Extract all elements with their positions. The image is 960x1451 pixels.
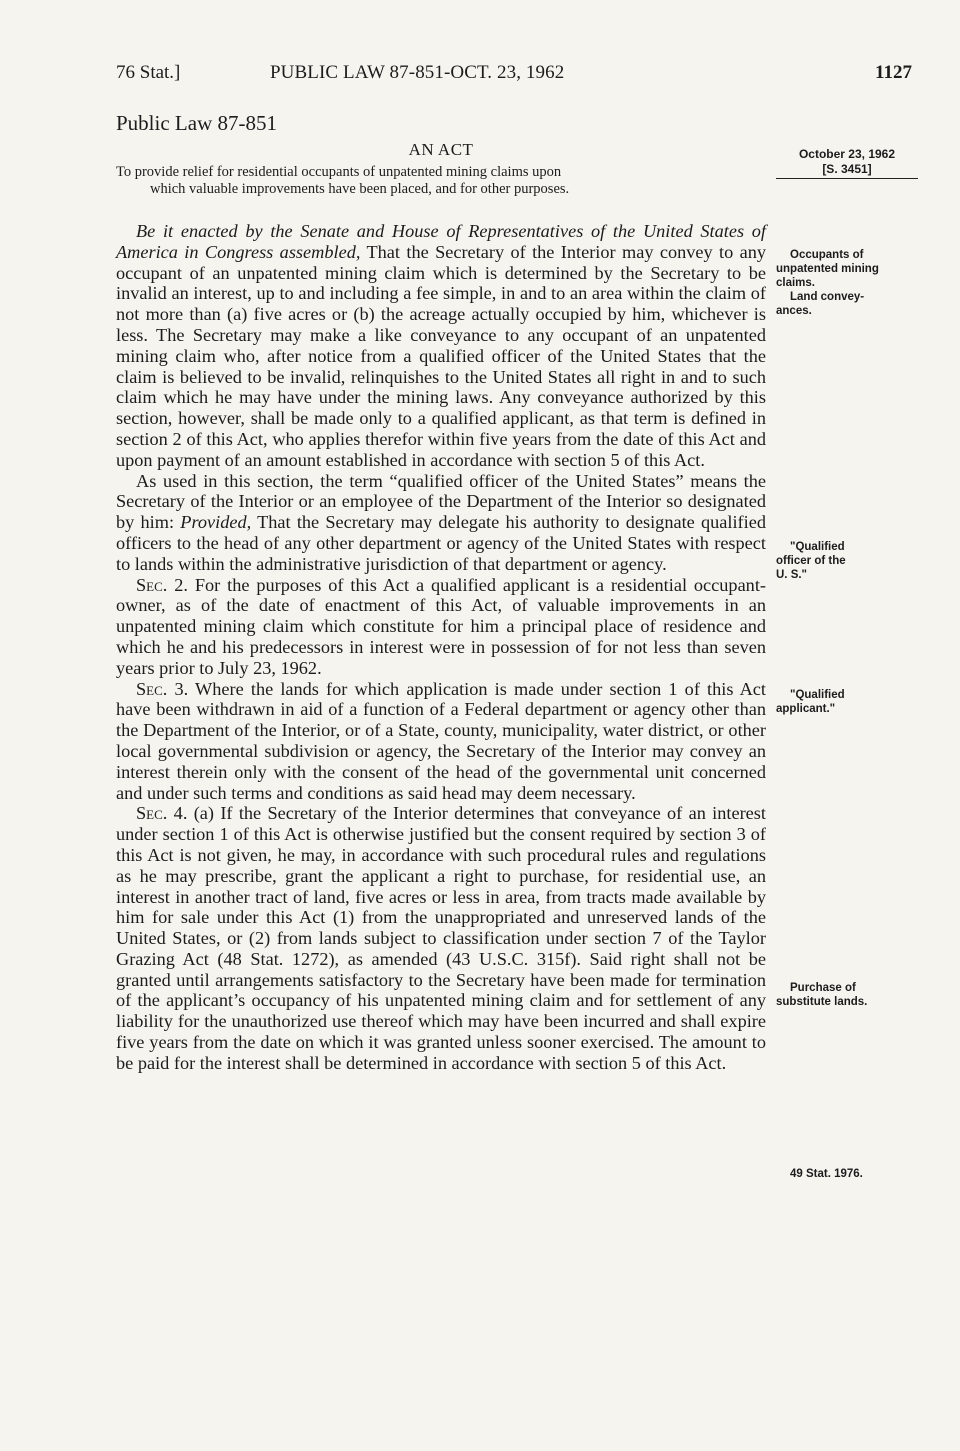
- section-3-text: Where the lands for which application is made under section 1 of this Act have been withdrawn in aid of a function of a Federal department or agency other than the Department of the Interior, or of a State, county, municipality, water district, or other local governmental subdivision or agency, the Secretary of the Interior may convey an interest therein only with the consent of the head of the governmental unit concerned and under such terms and conditions as said head may deem necessary.: [116, 678, 766, 803]
- note-line: applicant.": [776, 703, 836, 715]
- header-volume: 76 Stat.]: [116, 62, 181, 83]
- public-law-title: Public Law 87-851: [116, 111, 277, 135]
- header-page-number: 1127: [875, 62, 912, 83]
- note-line: Occupants of: [790, 249, 864, 261]
- margin-note-substitute-lands: [776, 981, 926, 1009]
- section-3-label: Sec. 3.: [136, 678, 189, 699]
- section-4-label: Sec. 4.: [136, 803, 188, 824]
- section-2-label: Sec. 2.: [136, 574, 188, 595]
- note-line: Purchase of: [790, 982, 856, 994]
- note-line: U. S.": [776, 569, 808, 581]
- enacting-clause: Be it enacted by the Senate and House of Representatives of the United States of America in Congress assembled,: [116, 221, 766, 262]
- margin-date-block: [776, 147, 918, 179]
- running-header: [116, 62, 912, 88]
- note-line: unpatented mining: [776, 263, 879, 275]
- act-body: [116, 221, 766, 1074]
- section-1-text: That the Secretary of the Interior may convey to any occupant of an unpatented mining claim which is determined by the Secretary to be invalid an interest, up to and including a fee simple, in and to an area within the claim of not more than (a) five acres or (b) the acreage actually occupied by him, whichever is less. The Secretary may make a like conveyance to any occupant of an unpatented mining claim who, after notice from a qualified officer of the United States that the claim is believed to be invalid, relinquishes to the United States all right in and to such claim which he may have under the mining laws. Any conveyance authorized by this section, however, shall be made only to a qualified applicant, as that term is defined in section 2 of this Act, who applies therefor within five years from the date of this Act and upon payment of an amount established in accordance with section 5 of this Act.: [116, 241, 766, 470]
- purpose-line-1: To provide relief for residential occupants of unpatented mining claims upon: [116, 164, 562, 180]
- senate-bill-number: [S. 3451]: [822, 162, 872, 176]
- section-2-paragraph: [116, 575, 766, 679]
- section-2-text: For the purposes of this Act a qualified applicant is a residential occupant-owner, as of the date of enactment of this Act, of valuable improvements in an unpatented mining claim which constitute for him a principal place of residence and which he and his predecessors in interest were in possession of for not less than seven years prior to July 23, 1962.: [116, 574, 766, 678]
- header-law-date: PUBLIC LAW 87-851-OCT. 23, 1962: [270, 62, 565, 83]
- purpose-line-2: which valuable improvements have been placed, and for other purposes.: [150, 181, 570, 197]
- act-heading: AN ACT: [408, 140, 474, 159]
- margin-note-qualified-applicant: [776, 688, 926, 716]
- date-rule: [776, 178, 918, 179]
- margin-note-citation: [776, 1167, 926, 1181]
- enactment-date: October 23, 1962: [798, 147, 896, 161]
- note-line: ances.: [776, 305, 812, 317]
- proviso-text: That the Secretary may delegate his authority to designate qualified officers to the head of any other department or agency of the United States with respect to lands within the administrative jurisdiction of that department or agency.: [116, 512, 766, 574]
- qualified-officer-text: As used in this section, the term “qualified officer of the United States” means the Secretary of the Interior or an employee of the Department of the Interior so designated by him:: [116, 470, 766, 533]
- note-line: Land convey-: [790, 291, 865, 303]
- note-line: claims.: [776, 277, 815, 289]
- qualified-officer-paragraph: [116, 471, 766, 575]
- note-line: 49 Stat. 1976.: [790, 1168, 863, 1180]
- section-4-text: (a) If the Secretary of the Interior determines that conveyance of an interest under section 1 of this Act is otherwise justified but the consent required by section 3 of this Act is not given, he may, in accordance with such procedural rules and regulations as he may prescribe, grant the applicant a right to purchase, for residential use, an interest in another tract of land, five acres or less in area, from tracts made available by him for sale under this Act (1) from the unappropriated and unreserved lands of the United States, or (2) from lands subject to classification under section 7 of the Taylor Grazing Act (48 Stat. 1272), as amended (43 U.S.C. 315f). Said right shall not be granted until arrangements satisfactory to the Secretary have been made for termination of the applicant’s occupancy of his unpatented mining claim and for settlement of any liability for the unauthorized use thereof which may have been incurred and shall expire five years from the date on which it was granted unless sooner exercised. The amount to be paid for the interest shall be determined in accordance with section 5 of this Act.: [116, 803, 766, 1073]
- provided-word: Provided,: [180, 512, 252, 533]
- section-3-paragraph: [116, 679, 766, 804]
- section-4-paragraph: [116, 803, 766, 1073]
- section-1-paragraph: [116, 221, 766, 471]
- note-line: officer of the: [776, 555, 846, 567]
- margin-note-qualified-officer: [776, 540, 926, 582]
- note-line: "Qualified: [790, 689, 845, 701]
- act-purpose: [116, 164, 766, 198]
- note-line: substitute lands.: [776, 996, 868, 1008]
- margin-note-occupants: [776, 248, 926, 318]
- note-line: "Qualified: [790, 541, 845, 553]
